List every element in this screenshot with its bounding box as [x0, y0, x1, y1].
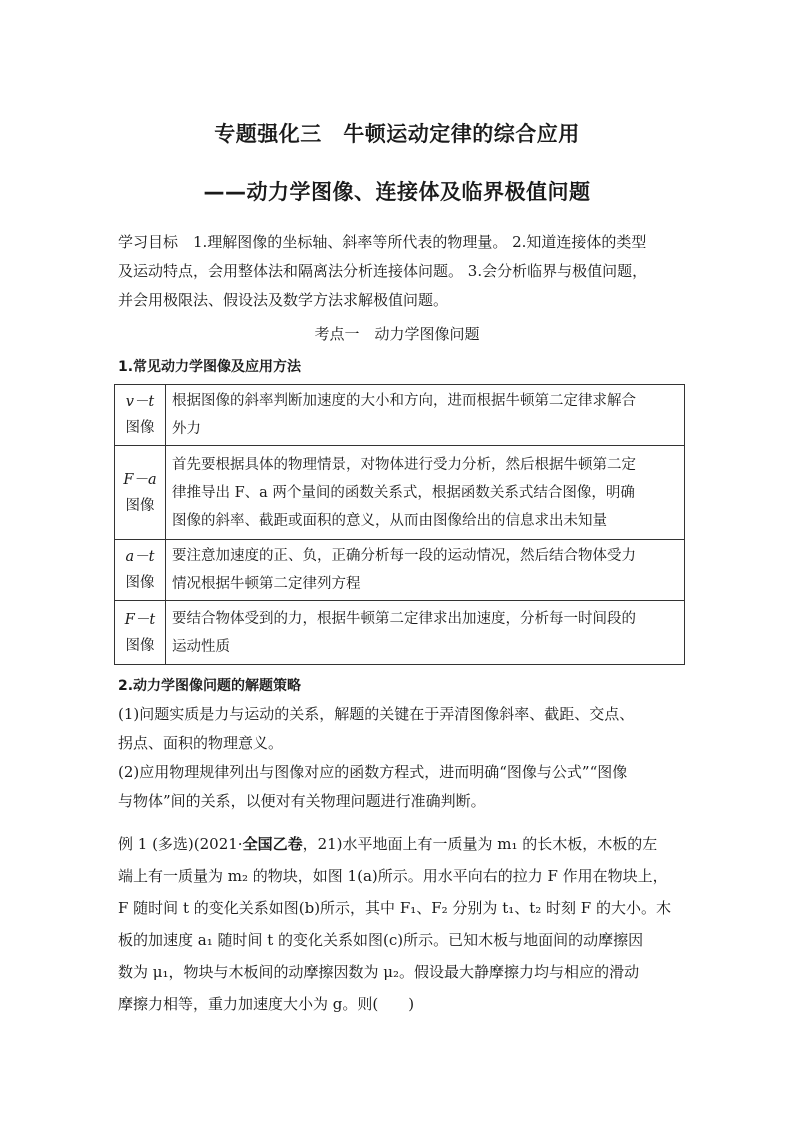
desc-line: 要注意加速度的正、负，正确分析每一段的运动情况，然后结合物体受力 [172, 548, 636, 564]
table-key-cell [115, 446, 166, 540]
strategy-line: (2)应用物理规律列出与图像对应的函数方程式，进而明确“图像与公式”“图像 [118, 763, 628, 781]
desc-line: 律推导出 F、a 两个量间的函数关系式，根据函数关系式结合图像，明确 [172, 484, 635, 501]
table-desc-cell [166, 385, 685, 446]
table-row [115, 601, 685, 665]
graph-type-var: F－a [123, 471, 157, 488]
desc-line: 图像的斜率、截距或面积的意义，从而由图像给出的信息求出未知量 [172, 512, 607, 529]
table-row [115, 540, 685, 601]
desc-line: 情况根据牛顿第二定律列方程 [172, 576, 361, 592]
graph-type-var: a－t [125, 549, 155, 565]
heading-graph-types: 1.常见动力学图像及应用方法 [118, 359, 302, 375]
goals-line: 及运动特点，会用整体法和隔离法分析连接体问题。 3.会分析临界与极值问题， [118, 262, 648, 280]
strategy-text [118, 700, 678, 816]
learning-goals [118, 228, 678, 315]
example-line1-rest: ，21)水平地面上有一质量为 m₁ 的长木板，木板的左 [302, 835, 658, 853]
example-line: F 随时间 t 的变化关系如图(b)所示，其中 F₁、F₂ 分别为 t₁、t₂ 时刻 F 的大小。木 [118, 899, 671, 917]
table-desc-cell [166, 446, 685, 540]
desc-line: 首先要根据具体的物理情景，对物体进行受力分析，然后根据牛顿第二定 [172, 456, 636, 473]
page-title: 专题强化三 牛顿运动定律的综合应用 [214, 122, 580, 146]
goals-line: 并会用极限法、假设法及数学方法求解极值问题。 [118, 291, 449, 309]
strategy-line: 与物体”间的关系，以便对有关物理问题进行准确判断。 [118, 792, 486, 810]
page-subtitle: ——动力学图像、连接体及临界极值问题 [203, 180, 591, 204]
example-line: 数为 μ₁，物块与木板间的动摩擦因数为 μ₂。假设最大静摩擦力均与相应的滑动 [118, 963, 640, 981]
desc-line: 要结合物体受到的力，根据牛顿第二定律求出加速度，分析每一时间段的 [172, 610, 636, 627]
desc-line: 运动性质 [172, 638, 230, 655]
table-key-cell [115, 601, 166, 665]
graph-type-label: 图像 [125, 497, 155, 514]
strategy-line: 拐点、面积的物理意义。 [118, 734, 284, 752]
desc-line: 根据图像的斜率判断加速度的大小和方向，进而根据牛顿第二定律求解合 [172, 393, 636, 409]
example-line: 板的加速度 a₁ 随时间 t 的变化关系如图(c)所示。已知木板与地面间的动摩擦因 [118, 931, 644, 949]
desc-line: 外力 [172, 421, 201, 437]
example-line: 摩擦力相等，重力加速度大小为 g。则( ) [118, 995, 415, 1013]
example-line [118, 828, 678, 860]
example-problem [118, 828, 678, 1020]
table-desc-cell [166, 540, 685, 601]
table-row [115, 446, 685, 540]
table-key-cell [115, 540, 166, 601]
table-desc-cell [166, 601, 685, 665]
graph-type-var: F－t [124, 611, 156, 628]
example-prefix: 例 1 (多选)(2021· [118, 835, 243, 853]
heading-strategy: 2.动力学图像问题的解题策略 [118, 678, 302, 694]
graph-type-label: 图像 [125, 575, 155, 591]
graph-type-label: 图像 [125, 420, 155, 436]
graph-types-table [114, 384, 685, 665]
goals-line: 学习目标 1.理解图像的坐标轴、斜率等所代表的物理量。 2.知道连接体的类型 [118, 233, 647, 251]
graph-type-var: v－t [125, 394, 155, 410]
example-line: 端上有一质量为 m₂ 的物块，如图 1(a)所示。用水平向右的拉力 F 作用在物块上， [118, 867, 668, 885]
graph-type-label: 图像 [125, 637, 155, 654]
strategy-line: (1)问题实质是力与运动的关系，解题的关键在于弄清图像斜率、截距、交点、 [118, 705, 635, 723]
example-source: 全国乙卷 [242, 835, 303, 853]
table-row [115, 385, 685, 446]
section-title: 考点一 动力学图像问题 [314, 325, 480, 343]
table-key-cell [115, 385, 166, 446]
